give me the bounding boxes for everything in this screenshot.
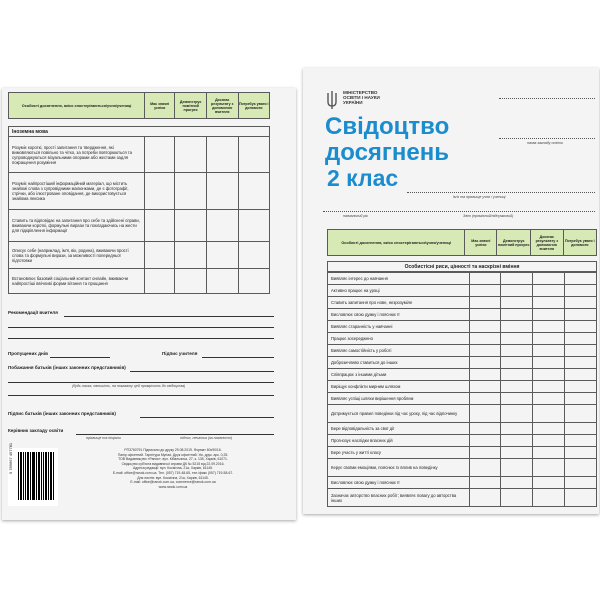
mark-cell[interactable] (238, 269, 269, 294)
mark-cell[interactable] (175, 137, 207, 173)
imprint-line: E-mail: office@ranok.com.ua. Тел. (057) 719-48-65, тел./факс (057) 719-58-67. (112, 470, 234, 475)
row-text: Керує своїми емоціями, пояснює їх вплив на поведінку (328, 459, 470, 477)
mark-cell[interactable] (469, 321, 500, 333)
row-text: Виявляє інтерес до навчання (328, 273, 470, 285)
table-row (9, 173, 270, 210)
mark-cell[interactable] (500, 273, 532, 285)
row-text: Бере відповідальність за свої дії (328, 423, 470, 435)
mark-cell[interactable] (533, 381, 564, 393)
header-with-help: Досягає результату з допомогою вчителя (206, 93, 238, 119)
table-row (328, 435, 597, 447)
mark-cell[interactable] (564, 345, 596, 357)
table-row (328, 459, 597, 477)
row-text: Розуміє короткі, прості запитання та твердження, які вимовляються повільно та чітко, за потреби повторюються та супроводжуються візуальними опорами або жестами задля покращення розуміння (9, 137, 145, 173)
table-row (328, 297, 597, 309)
row-text: Співпрацює з іншими дітьми (328, 369, 470, 381)
parents-wishes-field[interactable] (130, 371, 274, 372)
mark-cell[interactable] (500, 447, 532, 459)
mark-cell[interactable] (469, 459, 500, 477)
row-text: Активно працює на уроці (328, 285, 470, 297)
row-text: Встановлює базовий соціальний контакт онлайн, вживаючи найпростіші ввічливі форми вітання та прощання (9, 269, 145, 294)
parents-signature-field[interactable] (140, 417, 274, 418)
mark-cell[interactable] (145, 173, 175, 210)
mark-cell[interactable] (564, 447, 596, 459)
row-text: Ставить запитання про нове, незрозуміле (328, 297, 470, 309)
mark-cell[interactable] (564, 393, 596, 405)
mark-cell[interactable] (238, 210, 269, 242)
table-row (328, 405, 597, 423)
recommendations-field[interactable] (64, 316, 274, 317)
mark-cell[interactable] (564, 489, 596, 507)
mark-cell[interactable] (500, 285, 532, 297)
table-row (328, 321, 597, 333)
header-great-success: Має значні успіхи (145, 93, 175, 119)
header-needs-attention: Потребує уваги і допомоги (563, 230, 596, 256)
table-row (328, 333, 597, 345)
year-hint: навчальний рік (343, 214, 368, 218)
mark-cell[interactable] (500, 333, 532, 345)
mark-cell[interactable] (533, 423, 564, 435)
mark-cell[interactable] (469, 477, 500, 489)
imprint-line: ТОВ Видавництво «Ранок». вул. Кібальчича, 27, к. 135, Харків, 61071. (118, 457, 228, 462)
mark-cell[interactable] (533, 273, 564, 285)
mark-cell[interactable] (145, 242, 175, 269)
mark-cell[interactable] (564, 285, 596, 297)
mark-cell[interactable] (533, 393, 564, 405)
row-text: Прогнозує наслідки власних дій (328, 435, 470, 447)
header-progress: Демонструє помітний прогрес (497, 230, 531, 256)
recommendations-field[interactable] (8, 327, 274, 328)
recommendations-label: Рекомендації вчителя (8, 310, 58, 315)
mark-cell[interactable] (533, 357, 564, 369)
teacher-signature-field[interactable] (202, 357, 274, 358)
school-hint: назва закладу освіти (527, 141, 563, 145)
mark-cell[interactable] (500, 423, 532, 435)
mark-cell[interactable] (564, 309, 596, 321)
mark-cell[interactable] (533, 435, 564, 447)
mark-cell[interactable] (206, 242, 238, 269)
mark-cell[interactable] (175, 242, 207, 269)
mark-cell[interactable] (500, 381, 532, 393)
header-achievements: Особисті досягнення, якісо спостерігаються\учня/учениці (328, 230, 465, 256)
mark-cell[interactable] (533, 309, 564, 321)
head-hint-sign: підпис, печатка (за наявності) (180, 436, 233, 440)
mark-cell[interactable] (469, 489, 500, 507)
barcode (8, 442, 66, 506)
table-row (9, 269, 270, 294)
student-name-field[interactable] (407, 192, 595, 193)
title-line-1: Свідоцтво (325, 113, 450, 140)
left-page (2, 88, 296, 520)
imprint-line: РП3760791 Підписано до друку 29.08.2019. Формат 60х90/16. (124, 448, 222, 452)
row-text: Висловлює свою думку і пояснює її (328, 477, 470, 489)
head-field[interactable] (76, 434, 274, 435)
missed-days-label: Пропущених днів (8, 351, 48, 356)
mark-cell[interactable] (469, 285, 500, 297)
table-row (328, 393, 597, 405)
imprint-line: www.ranok.com.ua (158, 484, 188, 489)
mark-cell[interactable] (469, 333, 500, 345)
right-table (327, 229, 597, 272)
header-great-success: Має значні успіхи (465, 230, 497, 256)
school-field[interactable] (499, 138, 595, 139)
mark-cell[interactable] (238, 173, 269, 210)
table-row (328, 423, 597, 435)
row-text: Бере участь у житті класу (328, 447, 470, 459)
mark-cell[interactable] (564, 405, 596, 423)
mark-cell[interactable] (500, 309, 532, 321)
mark-cell[interactable] (469, 345, 500, 357)
ministry-label: МІНІСТЕРСТВО ОСВІТИ І НАУКИ УКРАЇНИ (343, 90, 380, 106)
mark-cell[interactable] (533, 447, 564, 459)
mark-cell[interactable] (533, 405, 564, 423)
row-text: Розуміє найпростіший інформаційний матеріал, що містить знайомі слова з супровідними малюнками, де є фотографії, стрічки, або ілюстроване оповідання, де використовується знайома лексика (9, 173, 145, 210)
mark-cell[interactable] (533, 321, 564, 333)
right-rows-table (327, 272, 597, 507)
mark-cell[interactable] (500, 369, 532, 381)
imprint-line: Папір офсетний. Гарнітура Myriad. Друк офсетний. Ум. друк. арк. 0,25. (117, 452, 229, 457)
row-text: Висловлює свою думку і пояснює її (328, 309, 470, 321)
mark-cell[interactable] (564, 435, 596, 447)
parents-hint: (будь ласка, напишіть, на показату цей промріхить до свідоцтва) (72, 384, 186, 388)
table-row (328, 369, 597, 381)
mark-cell[interactable] (469, 309, 500, 321)
trident-icon (325, 90, 339, 110)
mark-cell[interactable] (175, 269, 207, 294)
row-text: Ставить та відповідає на запитання про себе та здійснені справи, вживаючи короткі, формульні вирази та покладаючись на жести для підкріплення інформації (9, 210, 145, 242)
mark-cell[interactable] (469, 273, 500, 285)
mark-cell[interactable] (175, 173, 207, 210)
header-achievements: Особисті досягнення, якісо спостерігаються\учня/учениці (9, 93, 145, 119)
head-hint-name: прізвище та ініціали (86, 436, 121, 440)
recommendations-field[interactable] (8, 338, 274, 339)
mark-cell[interactable] (206, 173, 238, 210)
mark-cell[interactable] (469, 393, 500, 405)
mark-cell[interactable] (206, 269, 238, 294)
mark-cell[interactable] (533, 369, 564, 381)
table-row (328, 273, 597, 285)
mark-cell[interactable] (564, 321, 596, 333)
parents-signature-label: Підпис батьків (інших законних представників) (8, 411, 116, 416)
mark-cell[interactable] (533, 489, 564, 507)
row-text: Виявляє самостійність у роботі (328, 345, 470, 357)
head-label: Керівник закладу освіти (8, 428, 64, 433)
row-text: Зазначає авторство власних робіт; виявляє повагу до авторства інших (328, 489, 470, 507)
section-title: Особистісні риси, цінності та наскрізні вміння (328, 262, 597, 272)
table-row (328, 345, 597, 357)
header-with-help: Досягає результату з допомогою вчителя (531, 230, 564, 256)
mark-cell[interactable] (206, 210, 238, 242)
teacher-signature-label: Підпис учителя (162, 351, 198, 356)
title-line-3: 2 клас (327, 165, 399, 191)
mark-cell[interactable] (533, 345, 564, 357)
mark-cell[interactable] (500, 357, 532, 369)
row-text: Описує себе (наприклад, ім'я, вік, родина), вживаючи прості слова та формульні вирази, за можливості попередньої підготовки (9, 242, 145, 269)
mark-cell[interactable] (500, 393, 532, 405)
barcode-icon (8, 448, 58, 506)
mark-cell[interactable] (564, 297, 596, 309)
mark-cell[interactable] (500, 477, 532, 489)
table-row (9, 137, 270, 173)
mark-cell[interactable] (564, 273, 596, 285)
table-row (9, 242, 270, 269)
mark-cell[interactable] (533, 477, 564, 489)
table-row (9, 210, 270, 242)
mark-cell[interactable] (500, 405, 532, 423)
mark-cell[interactable] (500, 435, 532, 447)
mark-cell[interactable] (500, 321, 532, 333)
imprint (68, 448, 278, 489)
mark-cell[interactable] (238, 137, 269, 173)
mark-cell[interactable] (469, 423, 500, 435)
parents-wishes-label: Побажання батьків (інших законних представників) (8, 365, 126, 370)
mark-cell[interactable] (564, 369, 596, 381)
header-needs-attention: Потребує уваги і допомоги (238, 93, 269, 119)
table-row (328, 309, 597, 321)
mark-cell[interactable] (175, 210, 207, 242)
mark-cell[interactable] (564, 357, 596, 369)
right-page (303, 68, 599, 514)
table-row (328, 489, 597, 507)
row-text: Доброзичливо ставиться до інших (328, 357, 470, 369)
mark-cell[interactable] (469, 381, 500, 393)
row-text: Працює зосереджено (328, 333, 470, 345)
mark-cell[interactable] (564, 477, 596, 489)
row-text: Виявляє старанність у навчанні (328, 321, 470, 333)
mark-cell[interactable] (533, 333, 564, 345)
barcode-number: 9 789667 497781 (8, 442, 13, 474)
mark-cell[interactable] (564, 423, 596, 435)
title-line-2: досягнень (325, 139, 450, 166)
report-field[interactable] (323, 211, 595, 212)
mark-cell[interactable] (500, 345, 532, 357)
mark-cell[interactable] (469, 447, 500, 459)
mark-cell[interactable] (564, 381, 596, 393)
mark-cell[interactable] (469, 435, 500, 447)
mark-cell[interactable] (145, 210, 175, 242)
school-field[interactable] (499, 98, 595, 99)
mark-cell[interactable] (145, 269, 175, 294)
mark-cell[interactable] (238, 242, 269, 269)
table-row (328, 381, 597, 393)
left-table (8, 92, 270, 294)
table-row (328, 447, 597, 459)
mark-cell[interactable] (469, 297, 500, 309)
mark-cell[interactable] (533, 285, 564, 297)
row-text: Дотримується правил поведінки під час уроку, під час відпочинку (328, 405, 470, 423)
mark-cell[interactable] (469, 357, 500, 369)
table-row (328, 285, 597, 297)
mark-cell[interactable] (500, 459, 532, 477)
mark-cell[interactable] (500, 489, 532, 507)
header-progress: Демонструє помітний прогрес (175, 93, 207, 119)
mark-cell[interactable] (564, 459, 596, 477)
parents-wishes-field[interactable] (8, 395, 274, 396)
mark-cell[interactable] (564, 333, 596, 345)
row-text: Виявляє успіщі шляхи вирішення проблем (328, 393, 470, 405)
table-row (328, 477, 597, 489)
student-hint: Ім'я та прізвище учня / учениці (453, 195, 506, 199)
mark-cell[interactable] (500, 297, 532, 309)
mark-cell[interactable] (469, 369, 500, 381)
mark-cell[interactable] (533, 459, 564, 477)
row-text: Виріщує конфлікти мирним шляхом (328, 381, 470, 393)
parents-wishes-field[interactable] (8, 382, 274, 383)
mark-cell[interactable] (469, 405, 500, 423)
imprint-line: Для листів: вул. Космічна, 21а, Харків, 61145. (137, 475, 209, 480)
imprint-line: Свідоцтво суб'єкта видавничої справи ДК № 5215 від 22.09.2016. (121, 461, 225, 466)
mark-cell[interactable] (145, 137, 175, 173)
mark-cell[interactable] (533, 297, 564, 309)
table-row (328, 357, 597, 369)
section-title: Іноземна мова (9, 127, 270, 137)
imprint-line: Адреса редакції: вул. Космічна, 21а, Харків, 61145. (133, 466, 213, 471)
imprint-line: E-mail: office@ranok.com.ua, commerce@ranok.com.ua (130, 480, 216, 485)
mark-cell[interactable] (206, 137, 238, 173)
missed-days-field[interactable] (50, 357, 110, 358)
tagline-hint: Звіт (проміжний/підсумковий) (463, 214, 514, 218)
